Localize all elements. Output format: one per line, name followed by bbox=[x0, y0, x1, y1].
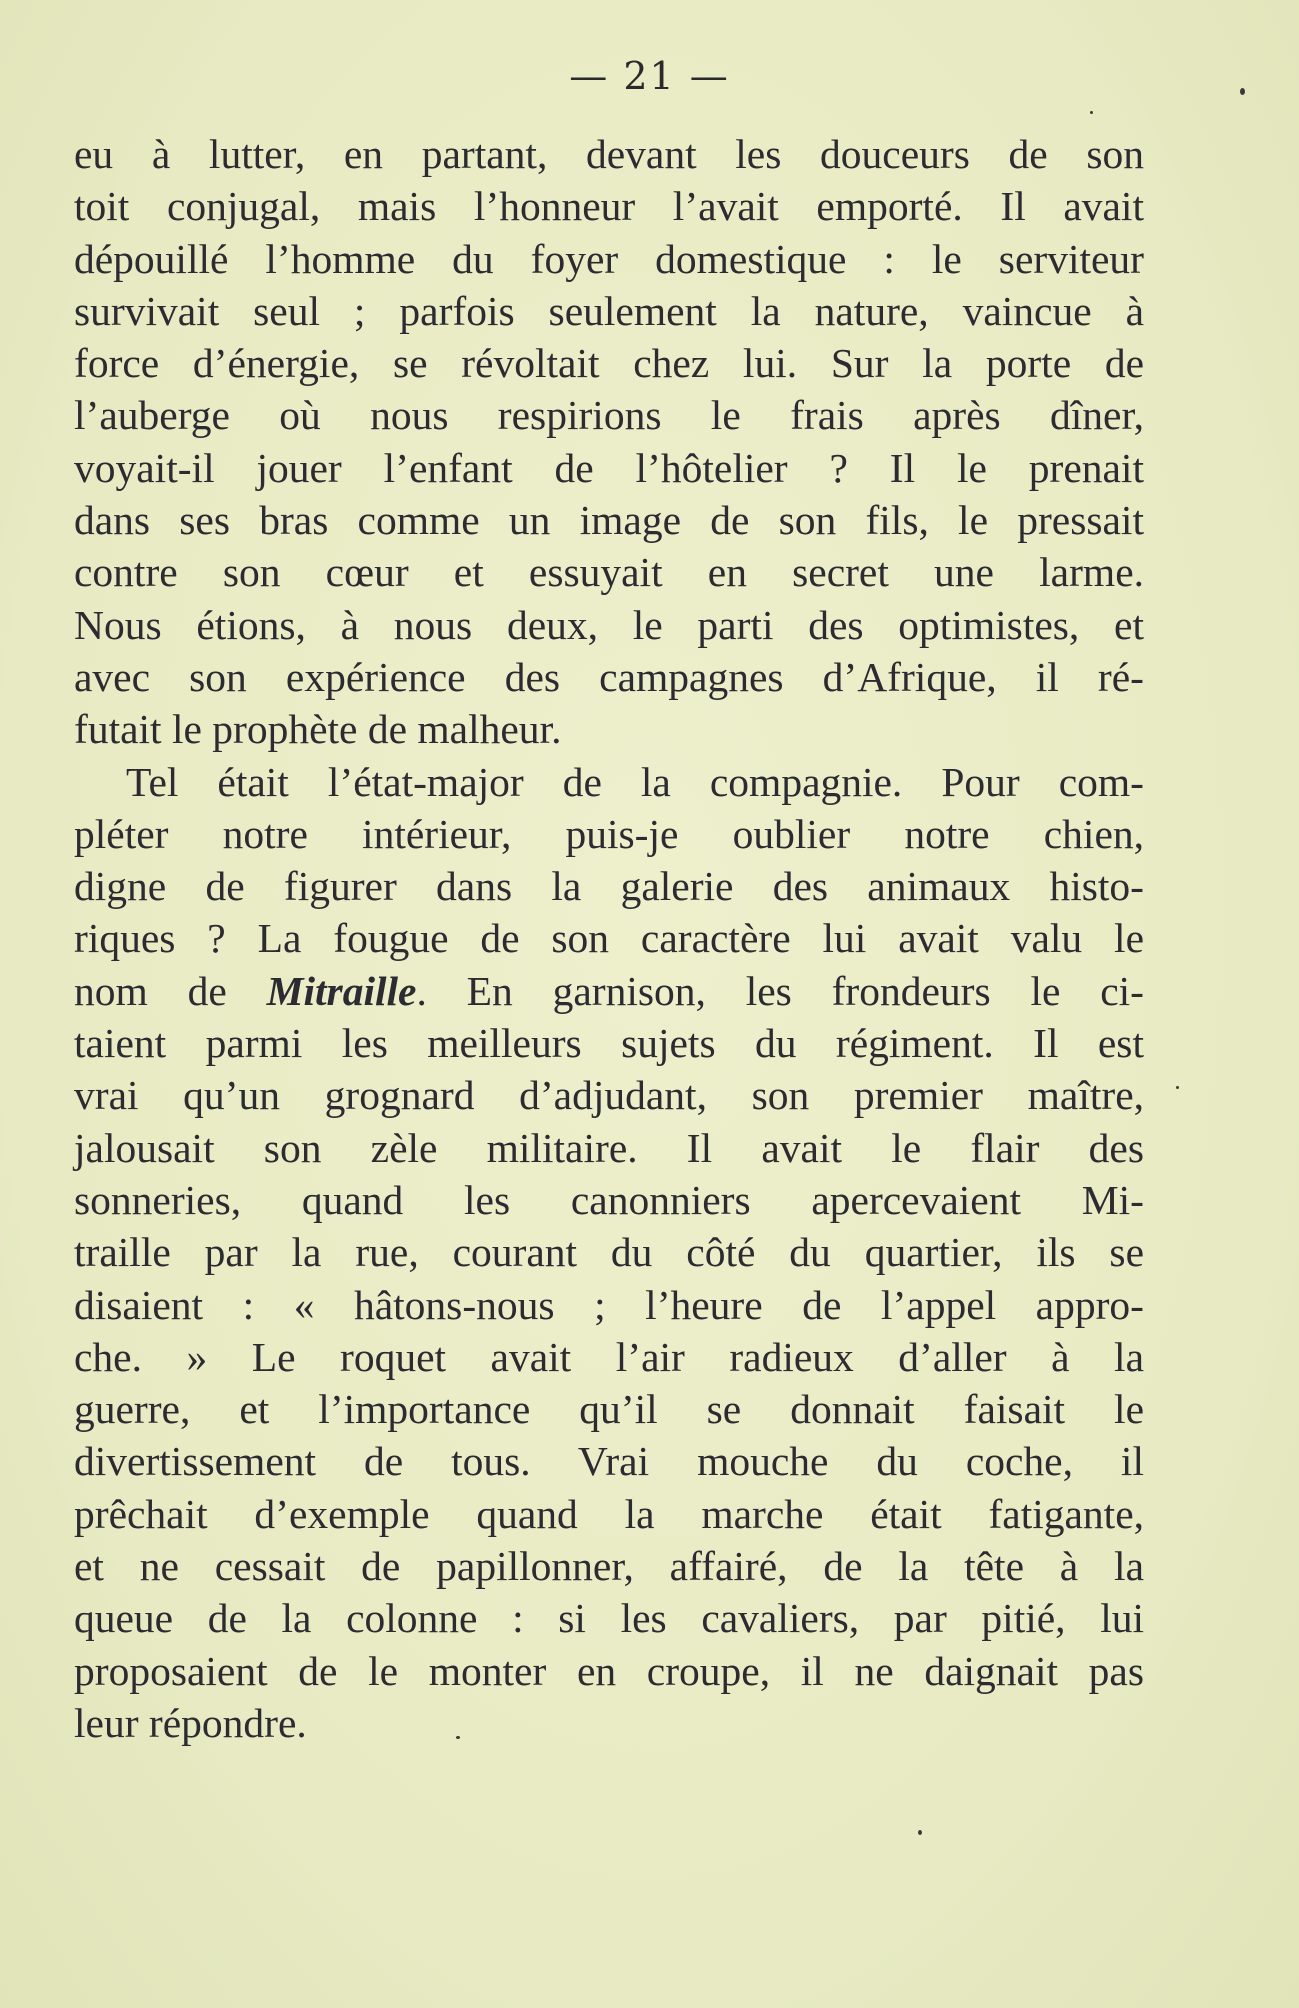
text-line: jalousait son zèle militaire. Il avait le flair des bbox=[74, 1124, 1144, 1171]
scan-speck bbox=[456, 1736, 460, 1739]
scan-speck bbox=[1240, 88, 1245, 95]
text-line: eu à lutter, en partant, devant les douceurs de son bbox=[74, 131, 1144, 177]
text-line: dans ses bras comme un image de son fils, le pressait bbox=[74, 497, 1144, 544]
text-line: toit conjugal, mais l’honneur l’avait emporté. Il avait bbox=[74, 183, 1144, 230]
text-line: Tel était l’état-major de la compagnie. Pour com- bbox=[126, 758, 1144, 805]
text-line: digne de figurer dans la galerie des animaux histo- bbox=[74, 863, 1144, 910]
text-line: proposaient de le monter en croupe, il ne daignait pas bbox=[74, 1647, 1144, 1694]
text-line: dépouillé l’homme du foyer domestique : le serviteur bbox=[74, 235, 1144, 282]
text-line: guerre, et l’importance qu’il se donnait faisait le bbox=[74, 1386, 1144, 1433]
line-segment: . En garnison, les frondeurs le ci- bbox=[416, 967, 1144, 1014]
line-segment: nom de bbox=[74, 967, 267, 1014]
text-line: contre son cœur et essuyait en secret une larme. bbox=[74, 549, 1144, 596]
text-line: futait le prophète de malheur. bbox=[74, 706, 562, 753]
text-line-with-dog-name bbox=[74, 965, 1144, 1017]
text-line: taient parmi les meilleurs sujets du régiment. Il est bbox=[74, 1020, 1144, 1067]
text-line: l’auberge où nous respirions le frais après dîner, bbox=[74, 392, 1144, 439]
text-line: vrai qu’un grognard d’adjudant, son premier maître, bbox=[74, 1072, 1144, 1119]
text-line: et ne cessait de papillonner, affairé, de la tête à la bbox=[74, 1543, 1144, 1590]
text-line: queue de la colonne : si les cavaliers, par pitié, lui bbox=[74, 1595, 1144, 1642]
page-number: — 21 — bbox=[569, 54, 730, 98]
text-line: divertissement de tous. Vrai mouche du coche, il bbox=[74, 1438, 1144, 1485]
body-text bbox=[74, 128, 1144, 1749]
text-line: riques ? La fougue de son caractère lui avait valu le bbox=[74, 915, 1144, 962]
text-line: prêchait d’exemple quand la marche était fatigante, bbox=[74, 1490, 1144, 1537]
text-line: survivait seul ; parfois seulement la nature, vaincue à bbox=[74, 287, 1144, 334]
text-line: Nous étions, à nous deux, le parti des optimistes, et bbox=[74, 601, 1144, 648]
text-line: force d’énergie, se révoltait chez lui. Sur la porte de bbox=[74, 340, 1144, 387]
text-line: voyait-il jouer l’enfant de l’hôtelier ? Il le prenait bbox=[74, 444, 1144, 491]
dog-name: Mitraille bbox=[266, 967, 417, 1014]
scan-speck bbox=[918, 1830, 922, 1835]
text-line: che. » Le roquet avait l’air radieux d’aller à la bbox=[74, 1333, 1144, 1380]
text-line: avec son expérience des campagnes d’Afrique, il ré- bbox=[74, 653, 1144, 700]
scan-speck bbox=[1176, 1086, 1179, 1089]
text-line: leur répondre. bbox=[74, 1699, 307, 1746]
text-line: sonneries, quand les canonniers apercevaient Mi- bbox=[74, 1176, 1144, 1223]
scan-speck bbox=[1090, 111, 1093, 114]
text-line: disaient : « hâtons-nous ; l’heure de l’appel appro- bbox=[74, 1281, 1144, 1328]
text-line: pléter notre intérieur, puis-je oublier notre chien, bbox=[74, 810, 1144, 857]
text-line: traille par la rue, courant du côté du quartier, ils se bbox=[74, 1229, 1144, 1276]
